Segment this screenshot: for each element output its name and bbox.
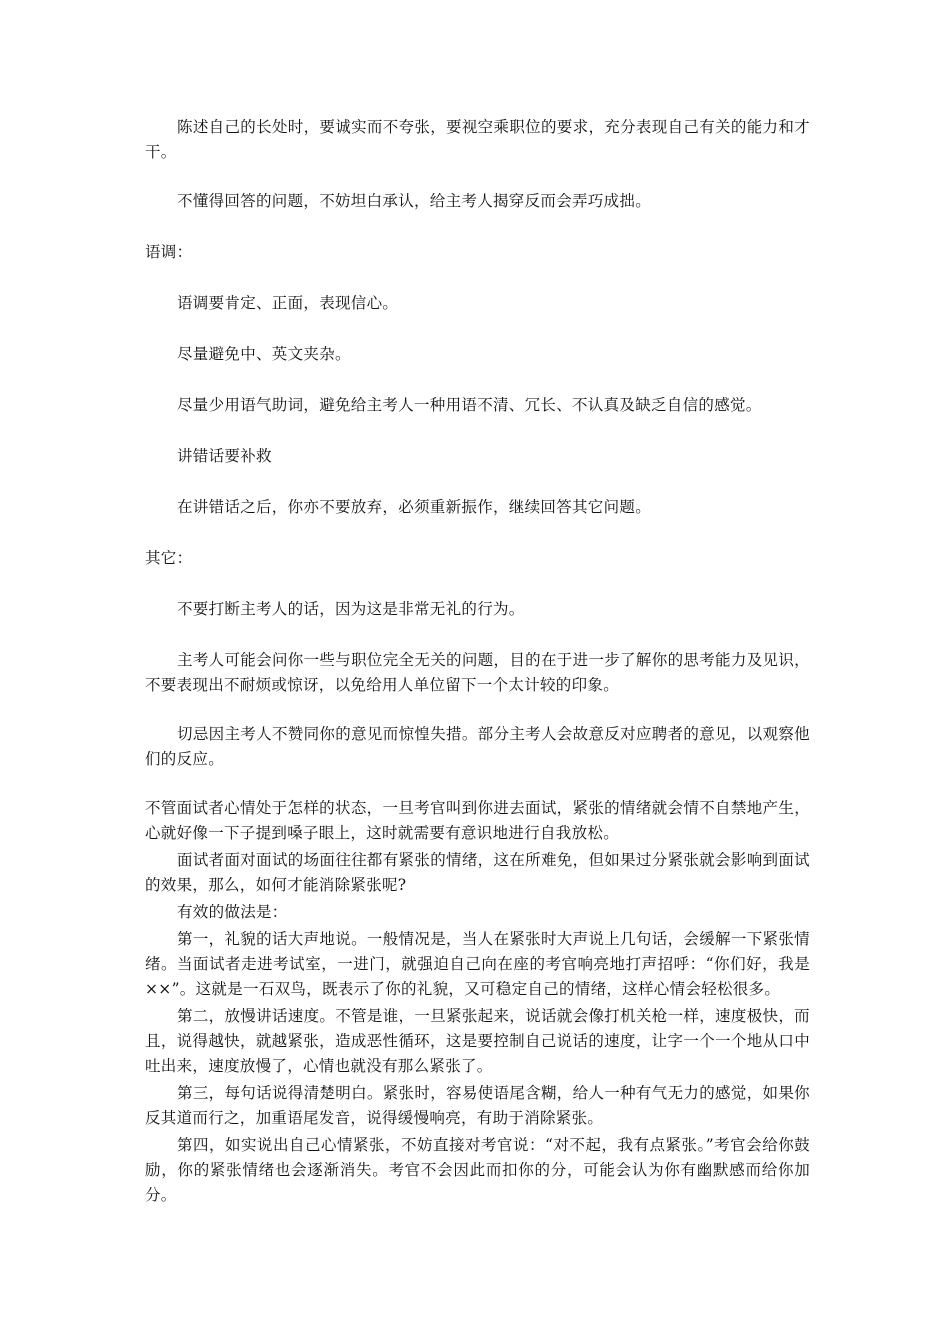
paragraph-strengths: 陈述自己的长处时，要诚实而不夸张，要视空乘职位的要求，充分表现自己有关的能力和才干。	[145, 118, 810, 161]
paragraph-tone-positive: 语调要肯定、正面，表现信心。	[177, 294, 399, 312]
paragraph-admit-unknown: 不懂得回答的问题，不妨坦白承认，给主考人揭穿反而会弄巧成拙。	[177, 192, 652, 210]
paragraph-tone-correct-mistake: 讲错话要补救	[177, 447, 272, 465]
paragraph-nervous-methods: 有效的做法是：	[177, 903, 288, 921]
paragraph-tone-particles: 尽量少用语气助词，避免给主考人一种用语不清、冗长、不认真及缺乏自信的感觉。	[177, 396, 762, 414]
paragraph-nervous-intro: 不管面试者心情处于怎样的状态，一旦考官叫到你进去面试，紧张的情绪就会情不自禁地产生，心就好像一下子提到嗓子眼上，这时就需要有意识地进行自我放松。	[145, 799, 810, 842]
heading-other: 其它：	[145, 549, 193, 567]
paragraph-tone-language-mix: 尽量避免中、英文夹杂。	[177, 345, 351, 363]
document-page	[145, 115, 810, 1210]
paragraph-nervous-first: 第一，礼貌的话大声地说。一般情况是，当人在紧张时大声说上几句话，会缓解一下紧张情绪。当面试者走进考试室，一进门，就强迫自己向在座的考官响亮地打声招呼：“你们好，我是××”。这就是一石双鸟，既表示了你的礼貌，又可稳定自己的情绪，这样心情会轻松很多。	[145, 930, 810, 998]
paragraph-nervous-question: 面试者面对面试的场面往往都有紧张的情绪，这在所难免，但如果过分紧张就会影响到面试的效果，那么，如何才能消除紧张呢?	[145, 851, 810, 894]
paragraph-other-disagreement: 切忌因主考人不赞同你的意见而惊惶失措。部分主考人会故意反对应聘者的意见，以观察他们的反应。	[145, 725, 810, 768]
paragraph-nervous-second: 第二，放慢讲话速度。不管是谁，一旦紧张起来，说话就会像打机关枪一样，速度极快，而且，说得越快，就越紧张，造成恶性循环，这是要控制自己说话的速度，让字一个一个地从口中吐出来，速度放慢了，心情也就没有那么紧张了。	[145, 1007, 810, 1075]
paragraph-nervous-third: 第三，每句话说得清楚明白。紧张时，容易使语尾含糊，给人一种有气无力的感觉，如果你反其道而行之，加重语尾发音，说得缓慢响亮，有助于消除紧张。	[145, 1084, 810, 1127]
heading-tone: 语调：	[145, 243, 193, 261]
paragraph-nervous-fourth: 第四，如实说出自己心情紧张，不妨直接对考官说：“对不起，我有点紧张。”考官会给你鼓励，你的紧张情绪也会逐渐消失。考官不会因此而扣你的分，可能会认为你有幽默感而给你加分。	[145, 1136, 810, 1204]
paragraph-other-unrelated-questions: 主考人可能会问你一些与职位完全无关的问题，目的在于进一步了解你的思考能力及见识，不要表现出不耐烦或惊讶，以免给用人单位留下一个太计较的印象。	[145, 651, 810, 694]
paragraph-tone-recover: 在讲错话之后，你亦不要放弃，必须重新振作，继续回答其它问题。	[177, 498, 652, 516]
paragraph-other-interrupt: 不要打断主考人的话，因为这是非常无礼的行为。	[177, 600, 525, 618]
